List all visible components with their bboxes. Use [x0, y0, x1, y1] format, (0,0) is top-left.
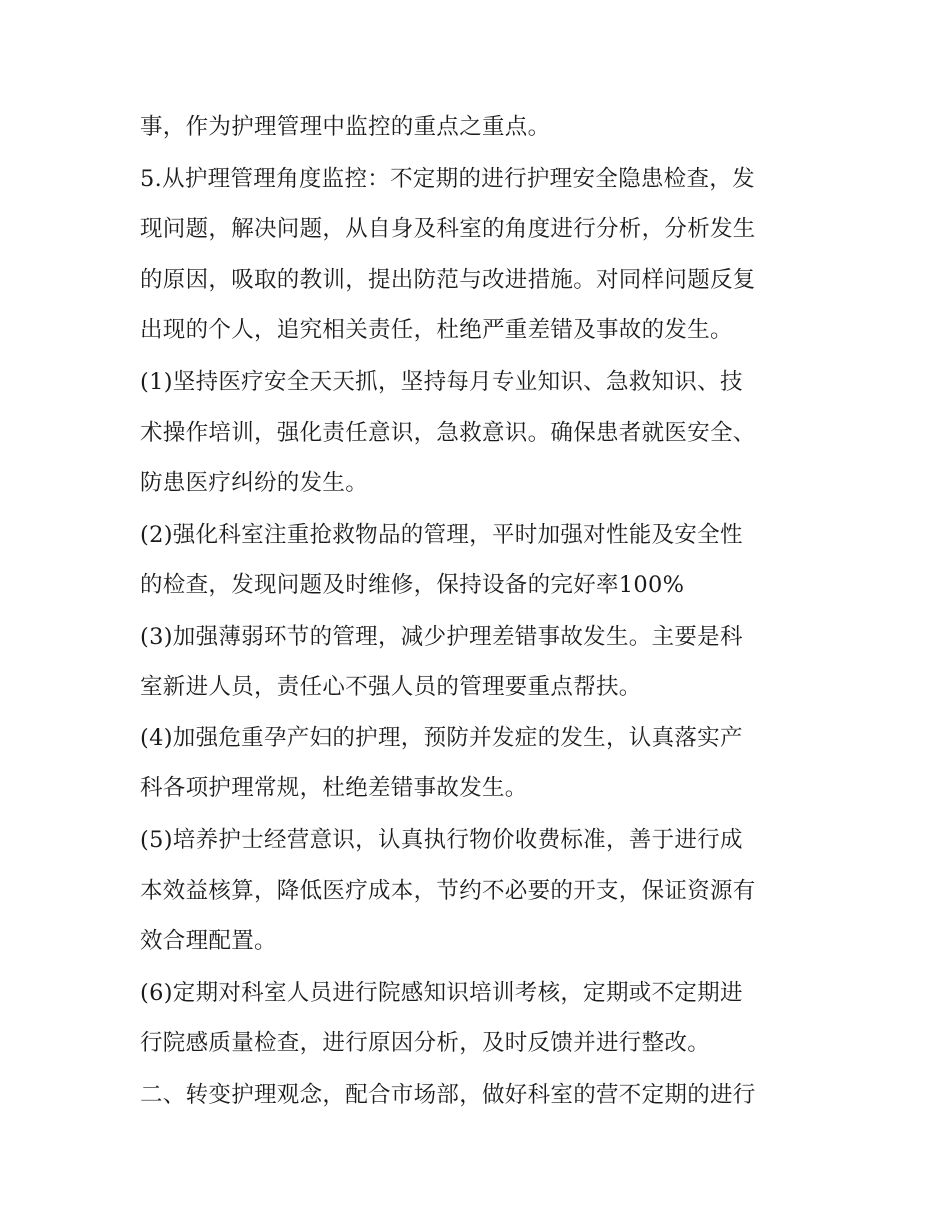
text-line: (6)定期对科室人员进行院感知识培训考核，定期或不定期进 [140, 980, 743, 1006]
text-line: (2)强化科室注重抢救物品的管理，平时加强对性能及安全性 [140, 522, 743, 548]
text-line: 本效益核算，降低医疗成本，节约不必要的开支，保证资源有 [140, 878, 756, 904]
text-line: 行院感质量检查，进行原因分析，及时反馈并进行整改。 [140, 1030, 711, 1056]
text-line: 的检查，发现问题及时维修，保持设备的完好率100% [140, 572, 685, 598]
text-line: 术操作培训，强化责任意识，急救意识。确保患者就医安全、 [140, 420, 756, 446]
text-line: 二、转变护理观念，配合市场部，做好科室的营不定期的进行 [140, 1082, 756, 1108]
text-line: 科各项护理常规，杜绝差错事故发生。 [140, 775, 528, 801]
text-line: (4)加强危重孕产妇的护理，预防并发症的发生，认真落实产 [140, 725, 743, 751]
text-line: 现问题，解决问题，从自身及科室的角度进行分析，分析发生 [140, 216, 756, 242]
text-line: (1)坚持医疗安全天天抓，坚持每月专业知识、急救知识、技 [140, 369, 743, 395]
text-line: 效合理配置。 [140, 928, 277, 954]
text-line: 事，作为护理管理中监控的重点之重点。 [140, 114, 551, 140]
text-line: 5.从护理管理角度监控：不定期的进行护理安全隐患检查，发 [140, 166, 755, 192]
text-line: (3)加强薄弱环节的管理，减少护理差错事故发生。主要是科 [140, 624, 743, 650]
text-line: 室新进人员，责任心不强人员的管理要重点帮扶。 [140, 674, 642, 700]
text-line: 防患医疗纠纷的发生。 [140, 470, 369, 496]
text-line: 的原因，吸取的教训，提出防范与改进措施。对同样问题反复 [140, 267, 756, 293]
text-line: 出现的个人，追究相关责任，杜绝严重差错及事故的发生。 [140, 317, 733, 343]
text-line: (5)培养护士经营意识，认真执行物价收费标准，善于进行成 [140, 827, 743, 853]
